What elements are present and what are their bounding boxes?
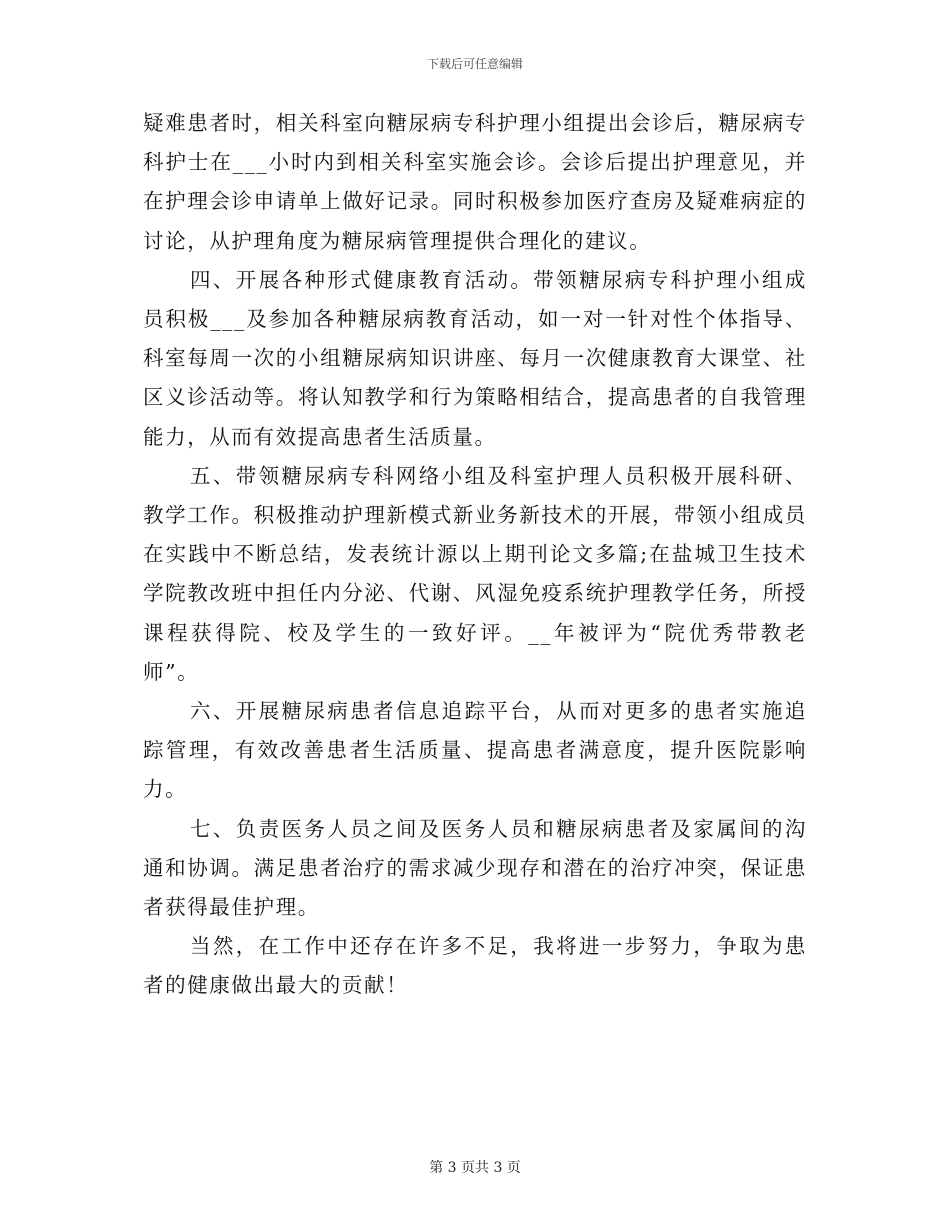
document-body [143, 104, 807, 1006]
paragraph-item-6: 六、开展糖尿病患者信息追踪平台，从而对更多的患者实施追踪管理，有效改善患者生活质量、提高患者满意度，提升医院影响力。 [143, 699, 807, 802]
paragraph-continuation: 疑难患者时，相关科室向糖尿病专科护理小组提出会诊后，糖尿病专科护士在___小时内到相关科室实施会诊。会诊后提出护理意见，并在护理会诊申请单上做好记录。同时积极参加医疗查房及疑难病症的讨论，从护理角度为糖尿病管理提供合理化的建议。 [143, 111, 807, 253]
paragraph-item-5: 五、带领糖尿病专科网络小组及科室护理人员积极开展科研、教学工作。积极推动护理新模式新业务新技术的开展，带领小组成员在实践中不断总结，发表统计源以上期刊论文多篇;在盐城卫生技术学院教改班中担任内分泌、代谢、风湿免疫系统护理教学任务，所授课程获得院、校及学生的一致好评。__年被评为“院优秀带教老师”。 [143, 463, 807, 684]
paragraph-conclusion: 当然，在工作中还存在许多不足，我将进一步努力，争取为患者的健康做出最大的贡献！ [143, 934, 807, 998]
paragraph-item-4: 四、开展各种形式健康教育活动。带领糖尿病专科护理小组成员积极___及参加各种糖尿病教育活动，如一对一针对性个体指导、科室每周一次的小组糖尿病知识讲座、每月一次健康教育大课堂、社区义诊活动等。将认知教学和行为策略相结合，提高患者的自我管理能力，从而有效提高患者生活质量。 [143, 267, 807, 449]
page-header: 下载后可任意编辑 [426, 57, 523, 71]
page-number: 第 3 页共 3 页 [429, 1160, 521, 1176]
paragraph-item-7: 七、负责医务人员之间及医务人员和糖尿病患者及家属间的沟通和协调。满足患者治疗的需求减少现存和潜在的治疗冲突，保证患者获得最佳护理。 [143, 816, 807, 920]
